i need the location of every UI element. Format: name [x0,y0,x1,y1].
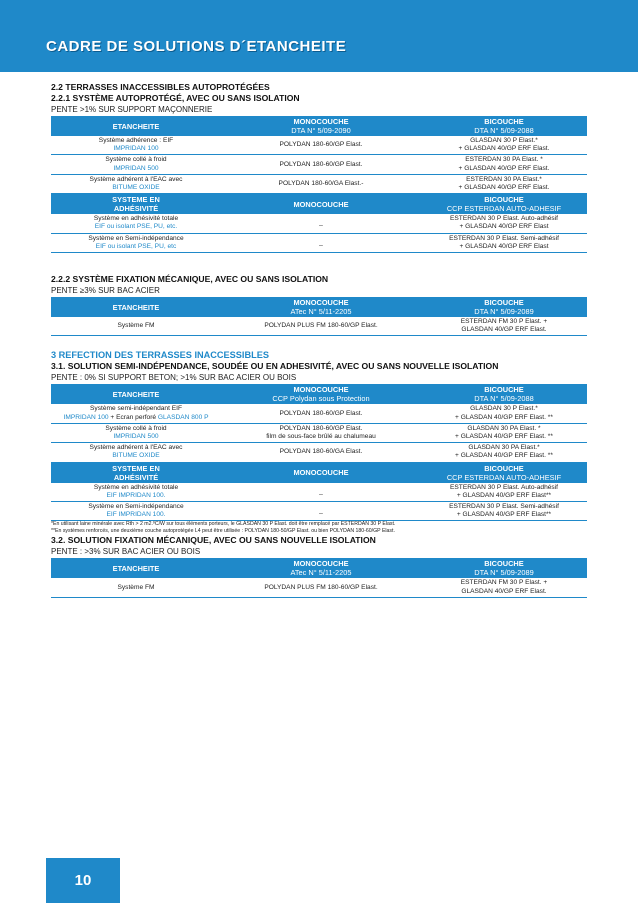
cell-monocouche: _ [221,502,421,521]
cell-system: Système collé à froid IMPRIDAN 500 [51,423,221,442]
table-row [51,443,587,462]
cell-bicouche: ESTERDAN FM 30 P Elast. + GLASDAN 40/GP ERF Elast. [421,578,587,597]
header-cell: MONOCOUCHE ATec N° 5/11-2205 [221,558,421,578]
cell-monocouche: POLYDAN 180-60/GP Elast. [221,404,421,423]
table-row [51,317,587,336]
footnote: *En utilisant laine minérale avec Rth > 2 m2.ºC/W sur tous éléments porteurs, le GLASDAN 30 P Elast. doit être remplacé par ESTERDAN 30 P Elast. [51,521,396,528]
cell-monocouche: _ [221,483,421,502]
page-title: CADRE DE SOLUTIONS D´ETANCHEITE [46,38,347,55]
section-3-1-pente: PENTE : 0% SI SUPPORT BETON; >1% SUR BAC ACIER OU BOIS [51,373,297,383]
table-row [51,502,587,521]
section-2-2-1-pente: PENTE >1% SUR SUPPORT MAÇONNERIE [51,105,213,114]
header-cell: BICOUCHE DTA N° 5/09-2088 [421,116,587,136]
section-3-1-title: 3.1. SOLUTION SEMI-INDÉPENDANCE, SOUDÉE OU EN ADHESIVITÉ, AVEC OU SANS NOUVELLE ISOLATION [51,361,499,372]
cell-monocouche: _ [221,233,421,252]
table-header [51,297,587,317]
header-banner [0,0,638,72]
table-row [51,174,587,193]
table-row [51,578,587,597]
table-2-2-1 [51,116,587,253]
header-cell: ETANCHEITE [51,384,221,404]
cell-system: Système en Semi-indépendance EIF ou isolant PSE, PU, etc [51,233,221,252]
table-row [51,483,587,502]
header-cell: ETANCHEITE [51,297,221,317]
section-2-2-1-title: 2.2.1 SYSTÈME AUTOPROTÉGÉ, AVEC OU SANS ISOLATION [51,93,300,103]
table-header [51,116,587,136]
table-row [51,136,587,155]
cell-bicouche: ESTERDAN 30 P Elast. Auto-adhésif + GLASDAN 40/GP ERF Elast** [421,483,587,502]
header-cell: BICOUCHE DTA N° 5/09-2089 [421,558,587,578]
header-cell: SYSTEME EN ADHÉSIVITÉ [51,462,221,483]
section-3-2-title: 3.2. SOLUTION FIXATION MÉCANIQUE, AVEC OU SANS NOUVELLE ISOLATION [51,535,376,546]
section-3-2-pente: PENTE : >3% SUR BAC ACIER OU BOIS [51,547,201,557]
header-cell: ETANCHEITE [51,116,221,136]
cell-system: Système FM [51,317,221,336]
section-2-2-title: 2.2 TERRASSES INACCESSIBLES AUTOPROTÉGÉES [51,82,270,92]
table-header [51,558,587,578]
cell-system: Système semi-indépendant EIF IMPRIDAN 100 + Ecran perforé GLASDAN 800 P [51,404,221,423]
table-2-2-2 [51,297,587,336]
table-row [51,233,587,252]
section-2-2-2-title: 2.2.2 SYSTÈME FIXATION MÉCANIQUE, AVEC OU SANS ISOLATION [51,274,329,285]
document-content [51,82,587,598]
cell-bicouche: GLASDAN 30 P Elast.* + GLASDAN 40/GP ERF Elast. [421,136,587,155]
cell-bicouche: GLASDAN 30 P Elast.* + GLASDAN 40/GP ERF Elast. ** [421,404,587,423]
table-3-1 [51,384,587,521]
cell-bicouche: ESTERDAN 30 PA Elast.* + GLASDAN 40/GP ERF Elast. [421,174,587,193]
cell-monocouche: POLYDAN PLUS FM 180-60/GP Elast. [221,317,421,336]
header-cell: BICOUCHE DTA N° 5/09-2089 [421,297,587,317]
cell-monocouche: POLYDAN PLUS FM 180-60/GP Elast. [221,578,421,597]
header-cell: MONOCOUCHE ATec N° 5/11-2205 [221,297,421,317]
header-cell: BICOUCHE DTA N° 5/09-2088 [421,384,587,404]
cell-monocouche: POLYDAN 180-60/GA Elast. [221,443,421,462]
header-cell: ETANCHEITE [51,558,221,578]
cell-system: Système en adhésivité totale EIF IMPRIDAN 100. [51,483,221,502]
cell-monocouche: POLYDAN 180-60/GP Elast. film de sous-face brûlé au chalumeau [221,423,421,442]
header-cell: BICOUCHE CCP ESTERDAN AUTO-ADHESIF [421,462,587,483]
cell-bicouche: ESTERDAN FM 30 P Elast. + GLASDAN 40/GP ERF Elast. [421,317,587,336]
cell-bicouche: ESTERDAN 30 P Elast. Auto-adhésif + GLASDAN 40/GP ERF Elast [421,214,587,233]
cell-bicouche: GLASDAN 30 PA Elast.* + GLASDAN 40/GP ERF Elast. ** [421,443,587,462]
page-number: 10 [46,858,120,903]
table-row [51,423,587,442]
table-header [51,384,587,404]
cell-system: Système FM [51,578,221,597]
section-2-2-2-pente: PENTE ≥3% SUR BAC ACIER [51,286,160,296]
cell-bicouche: ESTERDAN 30 P Elast. Semi-adhésif + GLASDAN 40/GP ERF Elast [421,233,587,252]
header-cell: BICOUCHE CCP ESTERDAN AUTO-ADHESIF [421,194,587,215]
table-row [51,155,587,174]
cell-system: Système adhérent à l'EAC avec BITUME OXIDE [51,443,221,462]
section-3-title: 3 REFECTION DES TERRASSES INACCESSIBLES [51,350,269,361]
cell-system: Système adhérence : EIF IMPRIDAN 100 [51,136,221,155]
table-row [51,404,587,423]
header-cell: MONOCOUCHE [221,194,421,215]
cell-monocouche: POLYDAN 180-60/GP Elast. [221,136,421,155]
cell-monocouche: POLYDAN 180-60/GA Elast.- [221,174,421,193]
cell-system: Système adhérent à l'EAC avec BITUME OXIDE [51,174,221,193]
cell-monocouche: _ [221,214,421,233]
cell-system: Système collé à froid IMPRIDAN 500 [51,155,221,174]
table-row [51,214,587,233]
cell-system: Système en adhésivité totale EIF ou isolant PSE, PU, etc. [51,214,221,233]
table-3-2 [51,558,587,597]
cell-system: Système en Semi-indépendance EIF IMPRIDAN 100. [51,502,221,521]
cell-bicouche: GLASDAN 30 PA Elast. * + GLASDAN 40/GP ERF Elast. ** [421,423,587,442]
table-header [51,462,587,483]
footnote: **En systèmes renforcés, une deuxième couche autoprotégée L4 peut être utilisée : POLYDAN 180-50/GP Elast. ou bien POLYDAN 180-60/GP Elast. [51,528,395,535]
table-header [51,194,587,215]
header-cell: MONOCOUCHE CCP Polydan sous Protection [221,384,421,404]
cell-bicouche: ESTERDAN 30 P Elast. Semi-adhésif + GLASDAN 40/GP ERF Elast** [421,502,587,521]
cell-bicouche: ESTERDAN 30 PA Elast. * + GLASDAN 40/GP ERF Elast. [421,155,587,174]
header-cell: SYSTEME EN ADHÉSIVITÉ [51,194,221,215]
header-cell: MONOCOUCHE DTA N° 5/09-2090 [221,116,421,136]
cell-monocouche: POLYDAN 180-60/GP Elast. [221,155,421,174]
header-cell: MONOCOUCHE [221,462,421,483]
